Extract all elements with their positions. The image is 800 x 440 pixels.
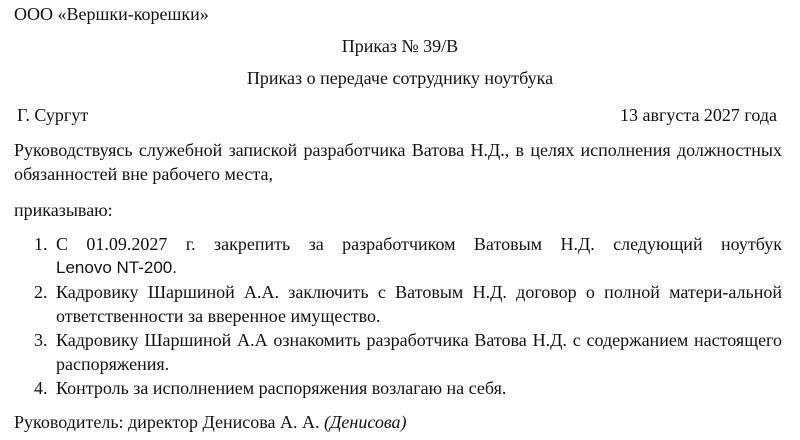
order-title: Приказ о передаче сотруднику ноутбука (246, 68, 554, 88)
list-item-number: 4. (34, 378, 48, 398)
list-item-text: Кадровику Шаршиной А.А ознакомить разработчика Ватова Н.Д. с содержанием настоящего распоряжения. (56, 330, 782, 374)
list-item-number: 3. (34, 330, 48, 350)
list-item-text: С 01.09.2027 г. закрепить за разработчиком Ватовым Н.Д. следующий ноутбук (56, 234, 782, 254)
list-item-text: Контроль за исполнением распоряжения возлагаю на себя. (56, 378, 507, 398)
laptop-model: Lenovo NT-200. (56, 258, 177, 277)
list-item-text: Кадровику Шаршиной А.А. заключить с Ватовым Н.Д. договор о полной матери-альной ответственности за вверенное имущество. (56, 282, 782, 326)
signature-line (14, 411, 407, 433)
city: Г. Сургут (17, 105, 89, 125)
signer-position: Руководитель: директор Денисова А. А. (14, 412, 320, 432)
order-number: Приказ № 39/В (341, 36, 459, 56)
list-item-number: 2. (34, 282, 48, 302)
order-date: 13 августа 2027 года (620, 105, 777, 125)
signature-text: (Денисова) (323, 412, 407, 432)
organization-name: ООО «Вершки-корешки» (14, 4, 209, 24)
order-word: приказываю: (14, 200, 113, 220)
preamble-paragraph: Руководствуясь служебной запиской разработчика Ватова Н.Д., в целях исполнения должностных обязанностей вне рабочего места, (14, 140, 782, 184)
list-item-number: 1. (34, 234, 48, 254)
